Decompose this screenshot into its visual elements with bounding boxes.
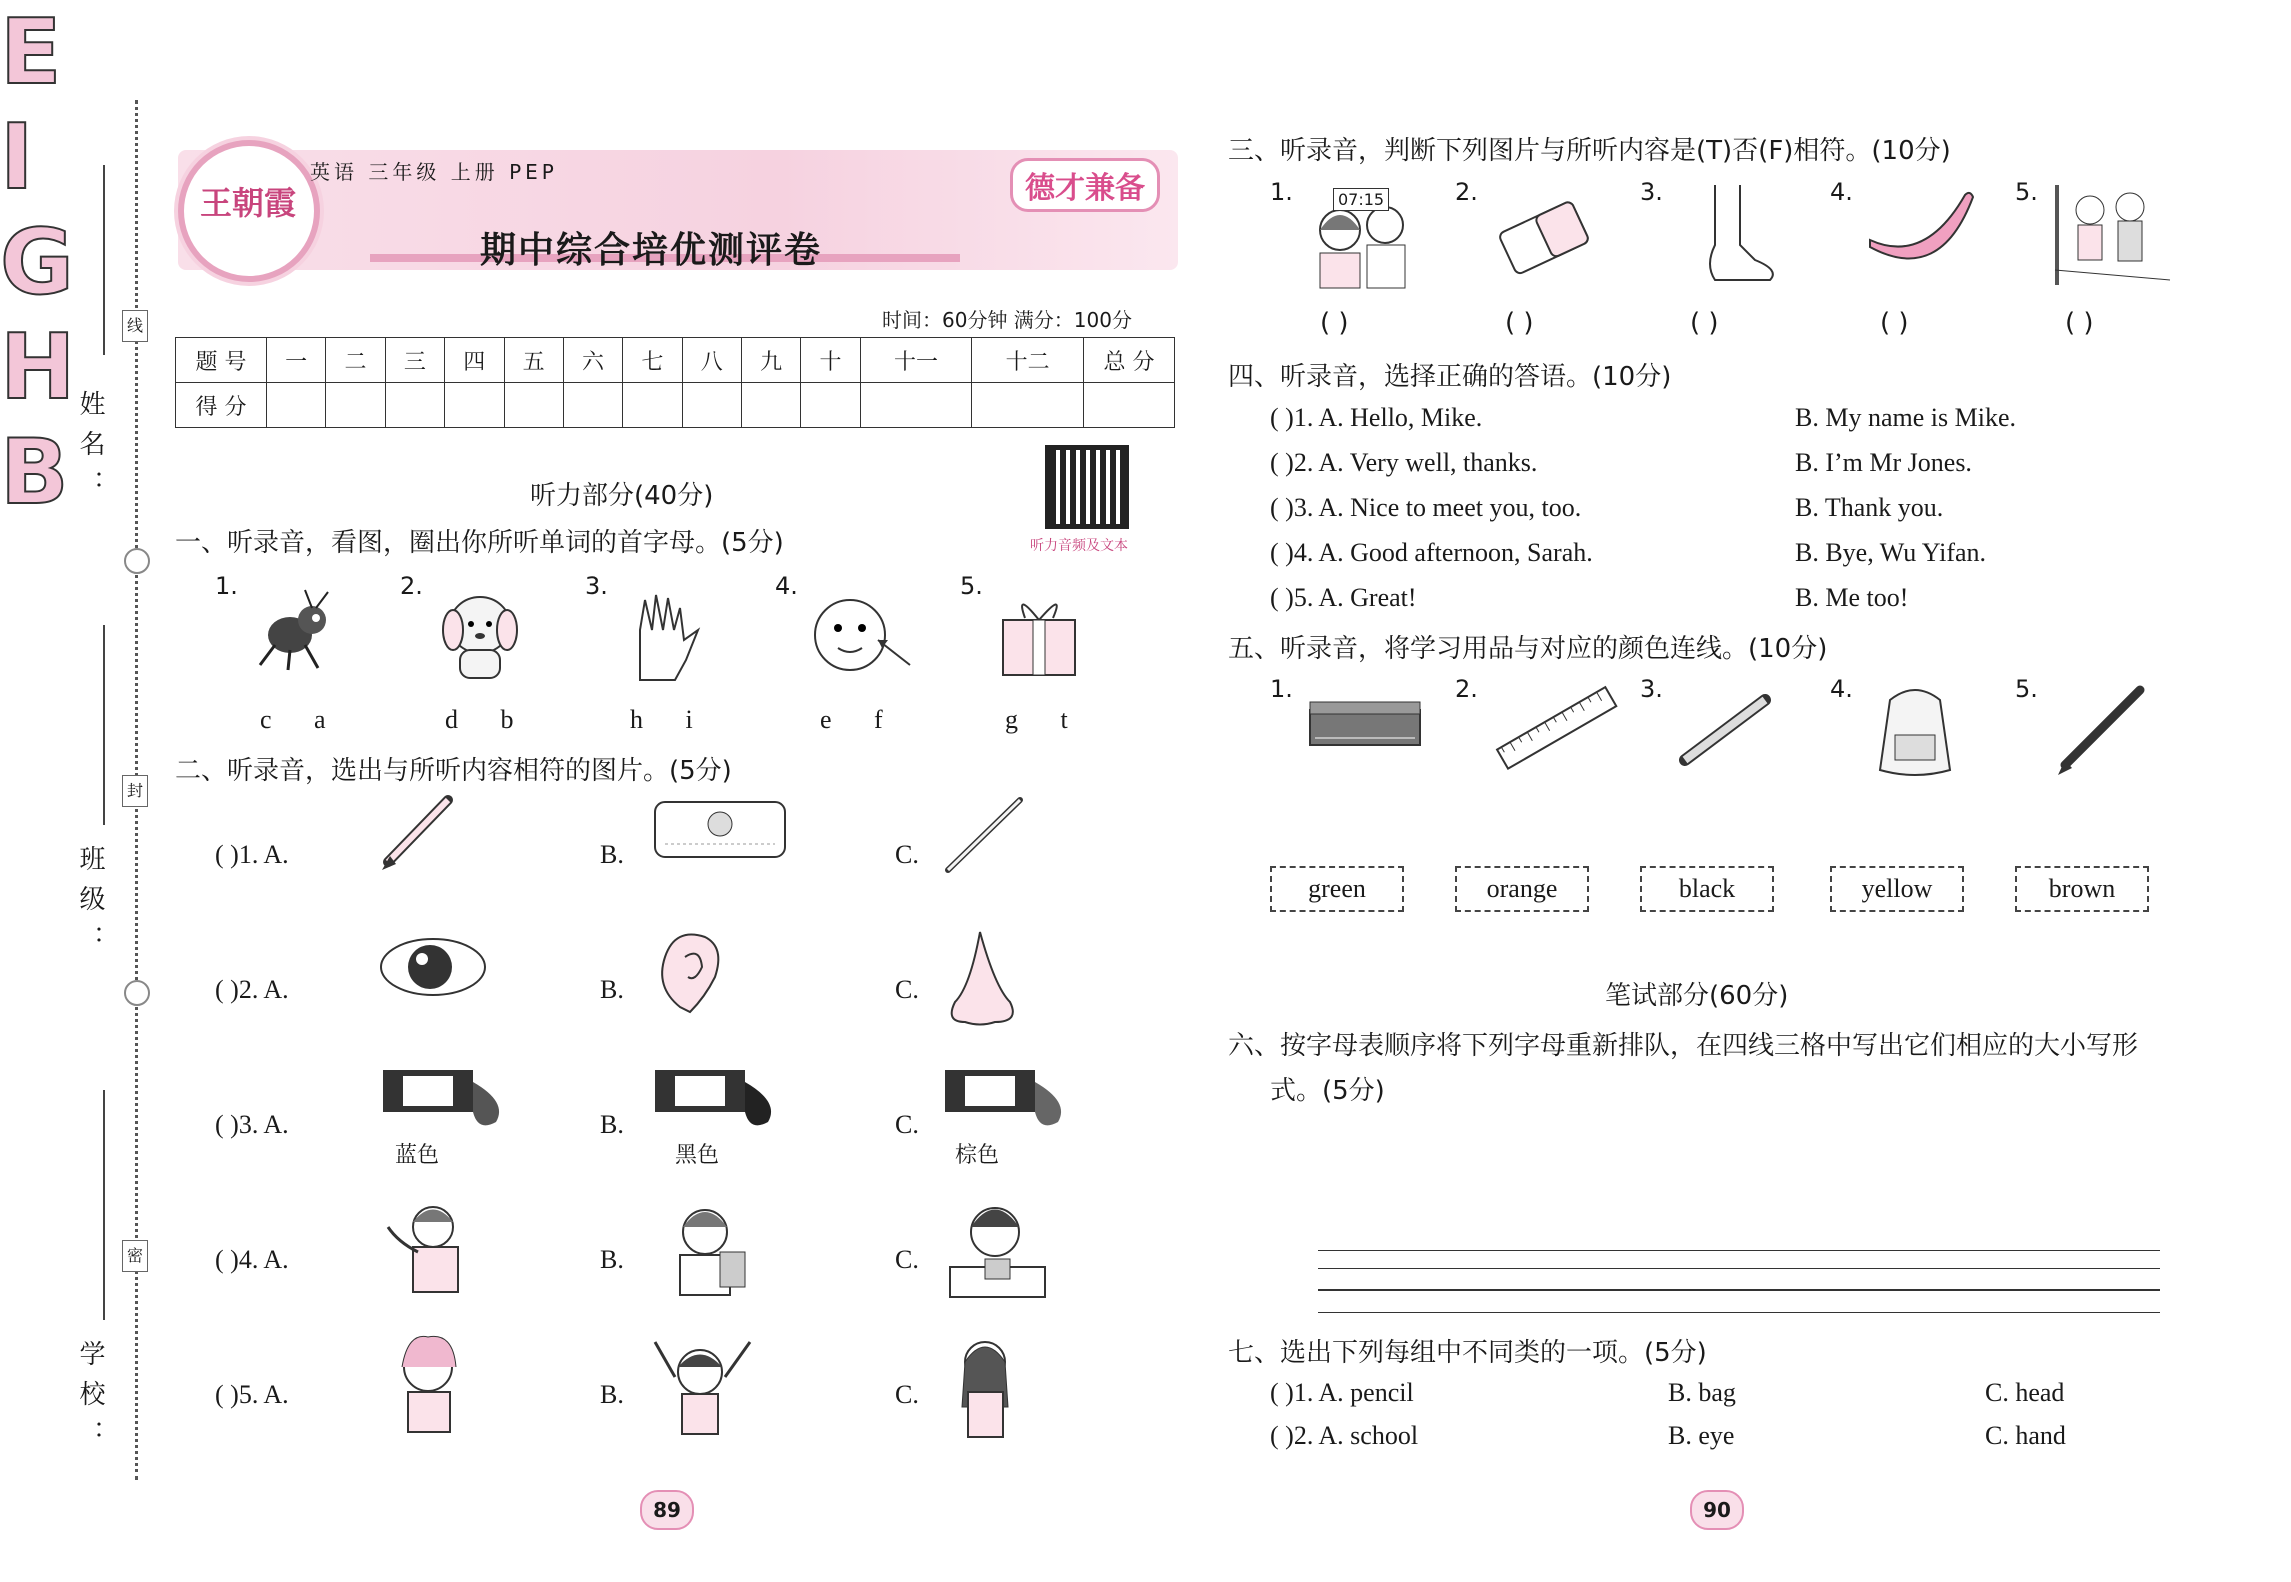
class-label: 班级： xyxy=(75,845,105,965)
q1-item-picture xyxy=(620,590,720,680)
q2-picture-a xyxy=(378,927,518,1032)
q1-item-picture xyxy=(250,590,350,680)
q1-item-letters[interactable]: c a xyxy=(260,705,344,734)
q5-picture xyxy=(2050,680,2180,780)
q4-option-b[interactable]: B. Thank you. xyxy=(1795,493,1944,522)
q2-option-b[interactable]: B. xyxy=(600,840,624,869)
q4-option-b[interactable]: B. My name is Mike. xyxy=(1795,403,2016,432)
score-value-row xyxy=(176,383,1175,428)
writing-title: 笔试部分(60分) xyxy=(1605,981,1789,1011)
q1-item-letters[interactable]: e f xyxy=(820,705,901,734)
q2-item-label[interactable]: ( )3. A. xyxy=(215,1110,289,1139)
q5-color-box[interactable]: brown xyxy=(2015,866,2149,912)
q7-option-c[interactable]: C. hand xyxy=(1985,1421,2066,1450)
q7-option-c[interactable]: C. head xyxy=(1985,1378,2065,1407)
score-header-cell: 二 xyxy=(326,338,385,383)
q2-item-label[interactable]: ( )2. A. xyxy=(215,975,289,1004)
q5-picture xyxy=(1305,680,1435,780)
q2-option-c[interactable]: C. xyxy=(895,975,919,1004)
q3-title: 三、听录音，判断下列图片与所听内容是(T)否(F)相符。(10分) xyxy=(1228,136,1951,166)
q1-item-letters[interactable]: h i xyxy=(630,705,711,734)
q2-caption-a: 蓝色 xyxy=(395,1143,440,1168)
score-table xyxy=(175,337,1175,428)
q2-option-c[interactable]: C. xyxy=(895,1380,919,1409)
four-line-2 xyxy=(1318,1268,2160,1269)
q4-option-a[interactable]: ( )5. A. Great! xyxy=(1270,583,1417,612)
score-blank-cell[interactable] xyxy=(385,383,444,428)
q5-title: 五、听录音，将学习用品与对应的颜色连线。(10分) xyxy=(1228,634,1828,664)
q7-option-a[interactable]: ( )1. A. pencil xyxy=(1270,1378,1414,1407)
binding-tag-xian: 线 xyxy=(122,310,148,342)
q5-picture xyxy=(1865,680,1995,780)
score-blank-cell[interactable] xyxy=(742,383,801,428)
q2-item-label[interactable]: ( )4. A. xyxy=(215,1245,289,1274)
score-blank-cell[interactable] xyxy=(504,383,563,428)
q3-answer-blank[interactable]: ( ) xyxy=(2065,308,2094,338)
q3-answer-blank[interactable]: ( ) xyxy=(1690,308,1719,338)
q3-item-number: 5. xyxy=(2015,178,2038,206)
q4-option-a[interactable]: ( )3. A. Nice to meet you, too. xyxy=(1270,493,1582,522)
q5-color-box[interactable]: orange xyxy=(1455,866,1589,912)
q4-option-a[interactable]: ( )4. A. Good afternoon, Sarah. xyxy=(1270,538,1593,567)
q5-item-number: 5. xyxy=(2015,675,2038,703)
q7-title: 七、选出下列每组中不同类的一项。(5分) xyxy=(1228,1338,1707,1368)
binding-hole-2 xyxy=(124,980,150,1006)
four-line-4 xyxy=(1318,1312,2160,1313)
score-header-cell: 八 xyxy=(682,338,741,383)
name-label: 姓名： xyxy=(75,390,105,510)
q2-picture-c xyxy=(940,1197,1080,1302)
q6-letter-character: G xyxy=(0,210,74,315)
score-blank-cell[interactable] xyxy=(860,383,972,428)
page-number-right: 90 xyxy=(1690,1490,1744,1530)
logo-text: 王朝霞 xyxy=(200,184,297,222)
score-blank-cell[interactable] xyxy=(972,383,1084,428)
q1-title: 一、听录音，看图，圈出你所听单词的首字母。(5分) xyxy=(175,528,784,558)
binding-tag-mi: 密 xyxy=(122,1240,148,1272)
q7-option-b[interactable]: B. bag xyxy=(1668,1378,1736,1407)
q1-item-number: 2. xyxy=(400,572,423,600)
score-header-cell: 三 xyxy=(385,338,444,383)
four-line-1 xyxy=(1318,1250,2160,1251)
q3-clock-time: 07:15 xyxy=(1333,188,1389,211)
score-header-cell: 总 分 xyxy=(1084,338,1175,383)
q2-picture-a xyxy=(378,792,518,897)
q1-item-number: 4. xyxy=(775,572,798,600)
q5-item-number: 2. xyxy=(1455,675,1478,703)
q2-picture-a xyxy=(378,1332,518,1437)
q3-item-number: 3. xyxy=(1640,178,1663,206)
q2-picture-c xyxy=(940,1332,1080,1437)
q2-item-label[interactable]: ( )5. A. xyxy=(215,1380,289,1409)
q2-picture-b xyxy=(650,1062,790,1167)
q3-picture xyxy=(1490,185,1605,290)
q3-answer-blank[interactable]: ( ) xyxy=(1320,308,1349,338)
q3-picture xyxy=(1865,185,1980,290)
q2-item-label[interactable]: ( )1. A. xyxy=(215,840,289,869)
q2-picture-b xyxy=(650,792,790,897)
qr-caption: 听力音频及文本 xyxy=(1030,538,1128,554)
score-blank-cell[interactable] xyxy=(682,383,741,428)
q2-title: 二、听录音，选出与所听内容相符的图片。(5分) xyxy=(175,756,732,786)
q2-caption-c: 棕色 xyxy=(955,1143,1000,1168)
score-header-cell: 五 xyxy=(504,338,563,383)
q4-option-b[interactable]: B. Me too! xyxy=(1795,583,1909,612)
score-blank-cell[interactable] xyxy=(563,383,622,428)
name-underline xyxy=(103,165,105,355)
score-blank-cell[interactable] xyxy=(623,383,682,428)
qr-code-icon[interactable] xyxy=(1045,445,1129,529)
q2-option-b[interactable]: B. xyxy=(600,1245,624,1274)
q2-picture-b xyxy=(650,1332,790,1437)
q2-picture-c xyxy=(940,792,1080,897)
q1-item-letters[interactable]: g t xyxy=(1005,705,1086,734)
binding-tag-feng: 封 xyxy=(122,775,148,807)
q5-picture xyxy=(1490,680,1620,780)
q1-item-picture xyxy=(435,590,535,680)
listening-title: 听力部分(40分) xyxy=(530,481,714,511)
q3-item-number: 1. xyxy=(1270,178,1293,206)
q2-picture-b xyxy=(650,1197,790,1302)
q4-option-b[interactable]: B. I’m Mr Jones. xyxy=(1795,448,1972,477)
q5-item-number: 1. xyxy=(1270,675,1293,703)
q4-option-b[interactable]: B. Bye, Wu Yifan. xyxy=(1795,538,1987,567)
q3-item-number: 4. xyxy=(1830,178,1853,206)
q3-picture xyxy=(2050,185,2165,290)
q2-picture-c xyxy=(940,927,1080,1032)
q3-answer-blank[interactable]: ( ) xyxy=(1505,308,1534,338)
q6-title: 六、按字母表顺序将下列字母重新排队，在四线三格中写出它们相应的大小写形 xyxy=(1228,1031,2139,1061)
q1-item-picture xyxy=(810,590,910,680)
score-header-row xyxy=(176,338,1175,383)
q2-option-b[interactable]: B. xyxy=(600,1380,624,1409)
q3-answer-blank[interactable]: ( ) xyxy=(1880,308,1909,338)
q6-letter-character: B xyxy=(0,420,69,525)
exam-info: 时间：60分钟 满分：100分 xyxy=(882,308,1132,332)
q1-item-number: 3. xyxy=(585,572,608,600)
q4-option-a[interactable]: ( )2. A. Very well, thanks. xyxy=(1270,448,1538,477)
q5-color-box[interactable]: black xyxy=(1640,866,1774,912)
q1-item-picture xyxy=(995,590,1095,680)
score-blank-cell[interactable] xyxy=(445,383,504,428)
score-row-label: 得 分 xyxy=(176,383,267,428)
q1-item-number: 1. xyxy=(215,572,238,600)
q2-picture-b xyxy=(650,927,790,1032)
q4-option-a[interactable]: ( )1. A. Hello, Mike. xyxy=(1270,403,1483,432)
q5-item-number: 4. xyxy=(1830,675,1853,703)
q6-letter-character: E xyxy=(0,0,62,105)
score-header-cell: 十二 xyxy=(972,338,1084,383)
q7-option-b[interactable]: B. eye xyxy=(1668,1421,1735,1450)
score-blank-cell[interactable] xyxy=(1084,383,1175,428)
score-blank-cell[interactable] xyxy=(801,383,860,428)
score-header-cell: 一 xyxy=(267,338,326,383)
score-header-cell: 十 xyxy=(801,338,860,383)
q2-option-c[interactable]: C. xyxy=(895,1245,919,1274)
q6-title-cont: 式。(5分) xyxy=(1270,1076,1385,1106)
q1-item-letters[interactable]: d b xyxy=(445,705,532,734)
score-header-cell: 七 xyxy=(623,338,682,383)
school-underline xyxy=(103,1090,105,1320)
q5-picture xyxy=(1675,680,1805,780)
binding-hole-1 xyxy=(124,548,150,574)
q5-color-box[interactable]: yellow xyxy=(1830,866,1964,912)
class-underline xyxy=(103,625,105,825)
score-header-cell: 四 xyxy=(445,338,504,383)
school-label: 学校： xyxy=(75,1340,105,1460)
score-header-cell: 十一 xyxy=(860,338,972,383)
score-header-cell: 六 xyxy=(563,338,622,383)
q2-option-b[interactable]: B. xyxy=(600,975,624,1004)
q7-option-a[interactable]: ( )2. A. school xyxy=(1270,1421,1419,1450)
q6-letter-character: I xyxy=(0,105,34,210)
four-line-3 xyxy=(1318,1289,2160,1291)
motto-badge: 德才兼备 xyxy=(1010,158,1160,212)
score-header-cell: 九 xyxy=(742,338,801,383)
q2-option-c[interactable]: C. xyxy=(895,1110,919,1139)
q2-caption-b: 黑色 xyxy=(675,1143,720,1168)
q6-letter-character: H xyxy=(0,315,76,420)
q5-color-box[interactable]: green xyxy=(1270,866,1404,912)
page-number-left: 89 xyxy=(640,1490,694,1530)
q1-item-number: 5. xyxy=(960,572,983,600)
score-blank-cell[interactable] xyxy=(326,383,385,428)
q5-item-number: 3. xyxy=(1640,675,1663,703)
q2-option-c[interactable]: C. xyxy=(895,840,919,869)
q3-picture xyxy=(1675,185,1790,290)
score-header-cell: 题 号 xyxy=(176,338,267,383)
subject-line: 英语 三年级 上册 PEP xyxy=(310,160,558,184)
q2-picture-a xyxy=(378,1197,518,1302)
q2-option-b[interactable]: B. xyxy=(600,1110,624,1139)
score-blank-cell[interactable] xyxy=(267,383,326,428)
exam-title: 期中综合培优测评卷 xyxy=(480,230,823,271)
q3-item-number: 2. xyxy=(1455,178,1478,206)
q4-title: 四、听录音，选择正确的答语。(10分) xyxy=(1228,362,1672,392)
